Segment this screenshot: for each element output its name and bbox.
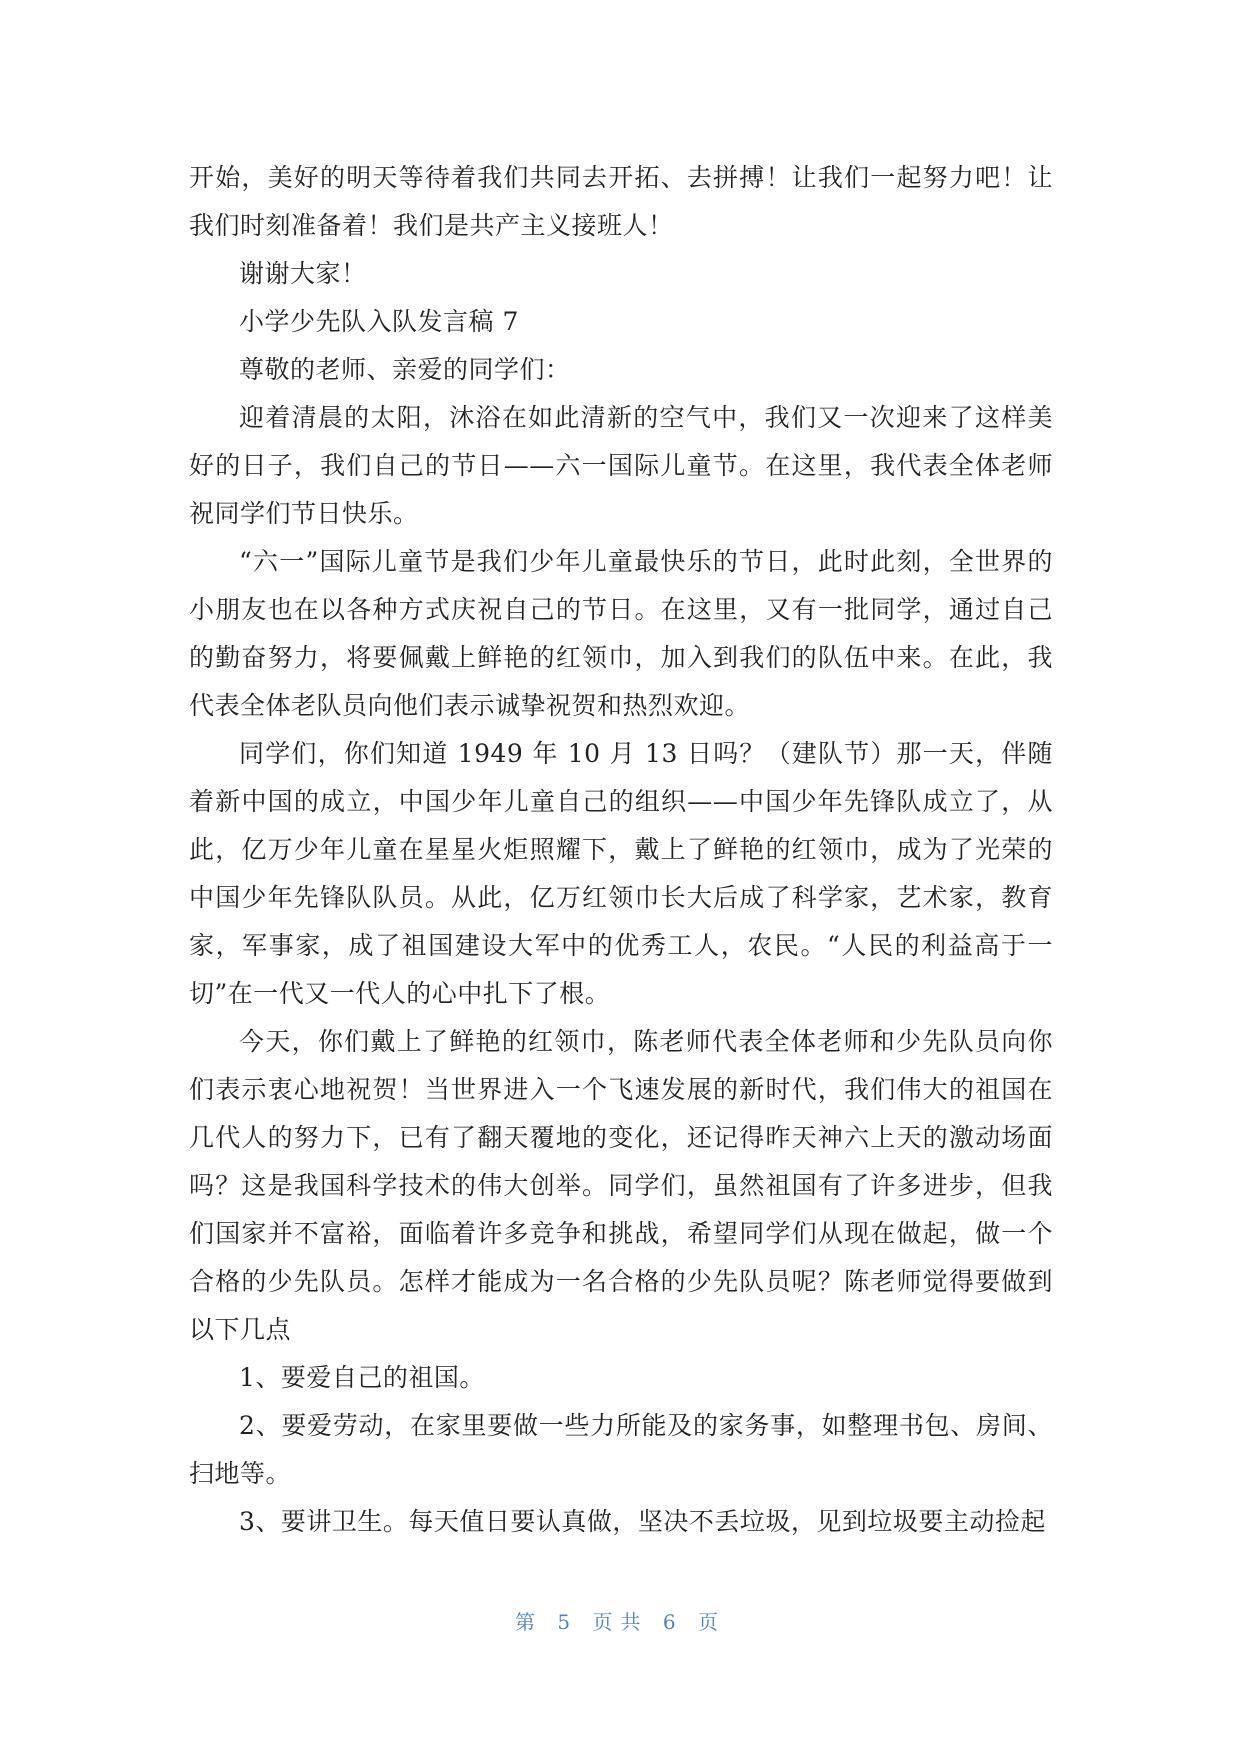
page-footer	[0, 1606, 1241, 1635]
list-item: 2、要爱劳动，在家里要做一些力所能及的家务事，如整理书包、房间、扫地等。	[189, 1411, 1053, 1488]
section-heading: 小学少先队入队发言稿 7	[239, 307, 519, 336]
list-item: 3、要讲卫生。每天值日要认真做，坚决不丢垃圾，见到垃圾要主动捡起	[239, 1507, 1046, 1536]
paragraph-thanks: 谢谢大家！	[239, 259, 367, 288]
paragraph: 同学们，你们知道 1949 年 10 月 13 日吗？（建队节）那一天，伴随着新中国的成立，中国少年儿童自己的组织——中国少年先锋队成立了，从此，亿万少年儿童在星星火炬照耀下，戴上了鲜艳的红领巾，成为了光荣的中国少年先锋队队员。从此，亿万红领巾长大后成了科学家，艺术家，教育家，军事家，成了祖国建设大军中的优秀工人，农民。“人民的利益高于一切”在一代又一代人的心中扎下了根。	[189, 739, 1053, 1008]
paragraph: 今天，你们戴上了鲜艳的红领巾，陈老师代表全体老师和少先队员向你们表示衷心地祝贺！当世界进入一个飞速发展的新时代，我们伟大的祖国在几代人的努力下，已有了翻天覆地的变化，还记得昨天神六上天的激动场面吗？这是我国科学技术的伟大创举。同学们，虽然祖国有了许多进步，但我们国家并不富裕，面临着许多竞争和挑战，希望同学们从现在做起，做一个合格的少先队员。怎样才能成为一名合格的少先队员呢？陈老师觉得要做到以下几点	[189, 1027, 1053, 1344]
footer-middle: 页共	[592, 1610, 649, 1634]
list-item: 1、要爱自己的祖国。	[239, 1363, 485, 1392]
paragraph: “六一”国际儿童节是我们少年儿童最快乐的节日，此时此刻，全世界的小朋友也在以各种方式庆祝自己的节日。在这里，又有一批同学，通过自己的勤奋努力，将要佩戴上鲜艳的红领巾，加入到我们的队伍中来。在此，我代表全体老队员向他们表示诚挚祝贺和热烈欢迎。	[189, 547, 1053, 720]
footer-current-page: 5	[557, 1610, 579, 1634]
paragraph-salutation: 尊敬的老师、亲爱的同学们：	[239, 355, 571, 384]
paragraph-continuation: 开始，美好的明天等待着我们共同去开拓、去拼搏！让我们一起努力吧！让我们时刻准备着！我们是共产主义接班人！	[189, 163, 1053, 240]
paragraph: 迎着清晨的太阳，沐浴在如此清新的空气中，我们又一次迎来了这样美好的日子，我们自己的节日——六一国际儿童节。在这里，我代表全体老师祝同学们节日快乐。	[189, 403, 1053, 528]
footer-suffix: 页	[697, 1610, 726, 1634]
footer-total-pages: 6	[662, 1610, 684, 1634]
document-body	[189, 154, 1053, 1546]
footer-prefix: 第	[515, 1610, 544, 1634]
